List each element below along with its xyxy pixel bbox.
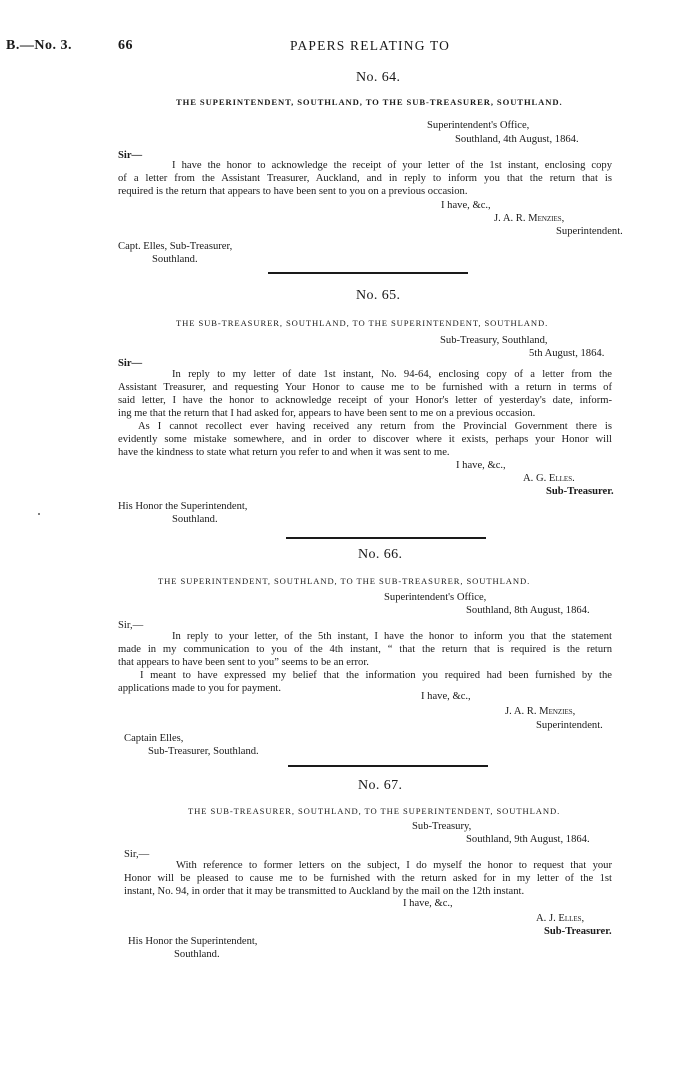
letter-address-line: Southland, 9th August, 1864. [466, 834, 590, 845]
body-line: that appears to have been sent to you” seems to be an error. [118, 657, 369, 668]
salutation: Sir,— [124, 849, 150, 860]
recipient-line: Southland. [152, 254, 198, 265]
signature-title: Sub-Treasurer. [546, 486, 614, 497]
letter-address-line: Southland, 8th August, 1864. [466, 605, 590, 616]
recipient-line: Capt. Elles, Sub-Treasurer, [118, 241, 233, 252]
letter-number: No. 66. [358, 547, 403, 562]
body-line: evidently some mistake somewhere, and in order to discover where it exists, perhaps your Honor will [118, 434, 612, 445]
body-line: required is the return that appears to have been sent to you on a previous occasion. [118, 186, 468, 197]
letter-number: No. 65. [356, 288, 401, 303]
body-line: said letter, I have the honor to acknowledge receipt of your Honor's letter of yesterday's date, inform- [118, 395, 612, 406]
signature-title: Superintendent. [556, 226, 623, 237]
body-line: I have the honor to acknowledge the receipt of your letter of the 1st instant, enclosing copy [172, 160, 612, 171]
letter-heading: THE SUPERINTENDENT, SOUTHLAND, TO THE SUB-TREASURER, SOUTHLAND. [158, 576, 531, 586]
page-number: 66 [118, 38, 133, 53]
body-line: made in my communication to you of the 4th instant, “ that the return that is required is the return [118, 644, 612, 655]
recipient-line: Sub-Treasurer, Southland. [148, 746, 259, 757]
body-line: applications made to you for payment. [118, 683, 281, 694]
salutation: Sir— [118, 358, 143, 369]
letter-address-line: Sub-Treasury, Southland, [440, 335, 548, 346]
recipient-line: Southland. [174, 949, 220, 960]
signature: A. J. Elles, [536, 913, 585, 924]
running-title: PAPERS RELATING TO [290, 38, 451, 53]
signature-title: Superintendent. [536, 720, 603, 731]
closing: I have, &c., [441, 200, 491, 211]
body-line: Assistant Treasurer, and requesting Your Honor to cause me to be furnished with a return in terms of [118, 382, 612, 393]
body-line: With reference to former letters on the subject, I do myself the honor to request that your [176, 860, 612, 871]
letter-address-line: Southland, 4th August, 1864. [455, 134, 579, 145]
recipient-line: His Honor the Superintendent, [128, 936, 258, 947]
letter-address-line: Superintendent's Office, [384, 592, 487, 603]
letter-address-line: 5th August, 1864. [529, 348, 605, 359]
body-line: of a letter from the Assistant Treasurer, Auckland, and in reply to inform you that the return that is [118, 173, 612, 184]
letter-heading: THE SUB-TREASURER, SOUTHLAND, TO THE SUPERINTENDENT, SOUTHLAND. [176, 318, 549, 328]
letter-address-line: Sub-Treasury, [412, 821, 472, 832]
scan-mark [38, 513, 40, 515]
letter-address-line: Superintendent's Office, [427, 120, 530, 131]
section-divider [268, 272, 468, 274]
signature-title: Sub-Treasurer. [544, 926, 612, 937]
body-line: instant, No. 94, in order that it may be transmitted to Auckland by the mail on the 12th instant. [124, 886, 525, 897]
recipient-line: Southland. [172, 514, 218, 525]
closing: I have, &c., [403, 898, 453, 909]
letter-number: No. 67. [358, 778, 403, 793]
letter-heading: THE SUPERINTENDENT, SOUTHLAND, TO THE SUB-TREASURER, SOUTHLAND. [176, 97, 563, 107]
body-line: I meant to have expressed my belief that the information you required had been furnished by the [140, 670, 612, 681]
signature: J. A. R. Menzies, [505, 706, 576, 717]
recipient-line: His Honor the Superintendent, [118, 501, 248, 512]
closing: I have, &c., [421, 691, 471, 702]
signature: A. G. Elles. [523, 473, 575, 484]
section-divider [288, 765, 488, 767]
signature: J. A. R. Menzies, [494, 213, 565, 224]
letter-number: No. 64. [356, 70, 401, 85]
body-line: In reply to your letter, of the 5th instant, I have the honor to inform you that the statement [172, 631, 612, 642]
body-line: have the kindness to state what return you refer to and when it was sent to me. [118, 447, 450, 458]
body-line: Honor will be pleased to cause me to be furnished with the return asked for in my letter of the 1st [124, 873, 612, 884]
closing: I have, &c., [456, 460, 506, 471]
salutation: Sir,— [118, 620, 144, 631]
series-label: B.—No. 3. [6, 38, 72, 53]
body-line: In reply to my letter of date 1st instant, No. 94-64, enclosing copy of a letter from the [172, 369, 612, 380]
salutation: Sir— [118, 150, 143, 161]
body-line: ing me that the return that I had asked for, appears to have been sent to me on a previous occasion. [118, 408, 536, 419]
letter-heading: THE SUB-TREASURER, SOUTHLAND, TO THE SUPERINTENDENT, SOUTHLAND. [188, 806, 561, 816]
section-divider [286, 537, 486, 539]
recipient-line: Captain Elles, [124, 733, 184, 744]
body-line: As I cannot recollect ever having received any return from the Provincial Government there is [138, 421, 612, 432]
